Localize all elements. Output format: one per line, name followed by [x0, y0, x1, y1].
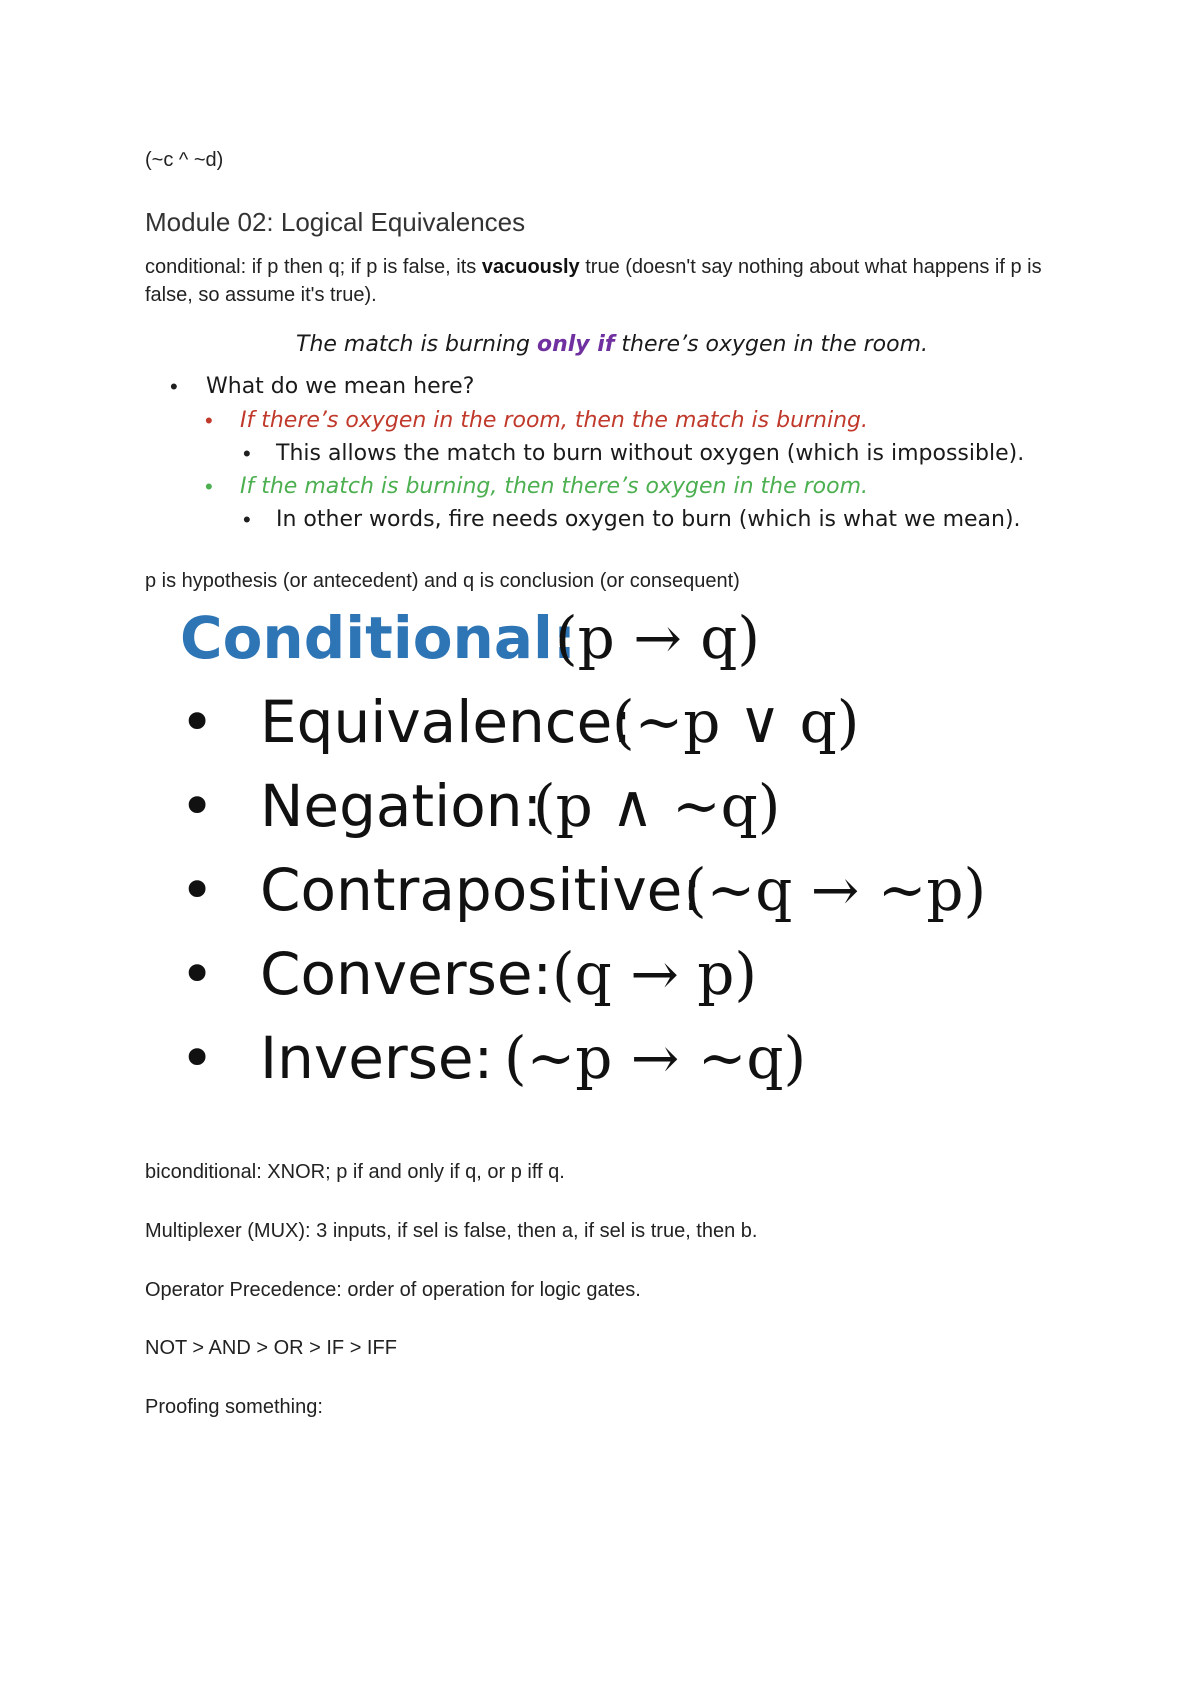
multiplexer-line: Multiplexer (MUX): 3 inputs, if sel is false, then a, if sel is true, then b.: [145, 1220, 758, 1242]
bullet-icon: •: [180, 940, 215, 1008]
bullet-icon: •: [243, 507, 251, 532]
hypothesis-conclusion-line: p is hypothesis (or antecedent) and q is conclusion (or consequent): [145, 570, 740, 592]
converse-formula: (q → p): [552, 940, 757, 1008]
bullet-icon: •: [180, 856, 215, 924]
contrapositive-formula: (~q → ~p): [684, 856, 987, 924]
proofing-line: Proofing something:: [145, 1396, 323, 1418]
inverse-label: Inverse:: [260, 1024, 494, 1092]
converse-label: Converse:: [260, 940, 553, 1008]
match-title-end: there’s oxygen in the room.: [614, 332, 929, 357]
bullet-icon: •: [205, 474, 213, 499]
precedence-order-line: NOT > AND > OR > IF > IFF: [145, 1337, 397, 1359]
negation-formula: (p ∧ ~q): [533, 772, 781, 840]
top-expression: (~c ^ ~d): [145, 149, 224, 171]
bullet-icon: •: [243, 441, 251, 466]
equivalence-formula: (~p ∨ q): [612, 688, 860, 756]
operator-precedence-line: Operator Precedence: order of operation for logic gates.: [145, 1279, 641, 1301]
match-title-start: The match is burning: [296, 332, 537, 357]
bullet-icon: •: [180, 772, 215, 840]
conditional-text-start: conditional: if p then q; if p is false, its: [145, 256, 482, 278]
equivalence-label: Equivalence:: [260, 688, 632, 756]
bullet-icon: •: [170, 374, 178, 399]
module-heading: Module 02: Logical Equivalences: [145, 207, 526, 237]
bullet-icon: •: [205, 408, 213, 433]
question-text: What do we mean here?: [206, 374, 475, 399]
correct-interpretation: If the match is burning, then there’s oxygen in the room.: [240, 474, 869, 499]
wrong-interpretation: If there’s oxygen in the room, then the match is burning.: [240, 408, 869, 433]
bullet-icon: •: [180, 688, 215, 756]
biconditional-line: biconditional: XNOR; p if and only if q, or p iff q.: [145, 1161, 565, 1183]
correct-interpretation-note: In other words, fire needs oxygen to burn (which is what we mean).: [276, 507, 1021, 532]
vacuously-bold: vacuously: [481, 256, 580, 278]
only-if-emphasis: only if: [536, 332, 615, 357]
negation-label: Negation:: [260, 772, 543, 840]
bullet-icon: •: [180, 1024, 215, 1092]
conditional-figure: [170, 600, 1070, 1100]
inverse-formula: (~p → ~q): [504, 1024, 807, 1092]
wrong-interpretation-note: This allows the match to burn without oxygen (which is impossible).: [276, 441, 1025, 466]
contrapositive-label: Contrapositive:: [260, 856, 702, 924]
conditional-text-end: true (doesn't say nothing about what happens if p is false, so assume it's true).: [145, 256, 1042, 306]
conditional-formula: (p → q): [555, 604, 760, 672]
match-example-title: [296, 332, 928, 357]
conditional-title: Conditional:: [180, 604, 577, 672]
conditional-paragraph: [145, 253, 1045, 309]
